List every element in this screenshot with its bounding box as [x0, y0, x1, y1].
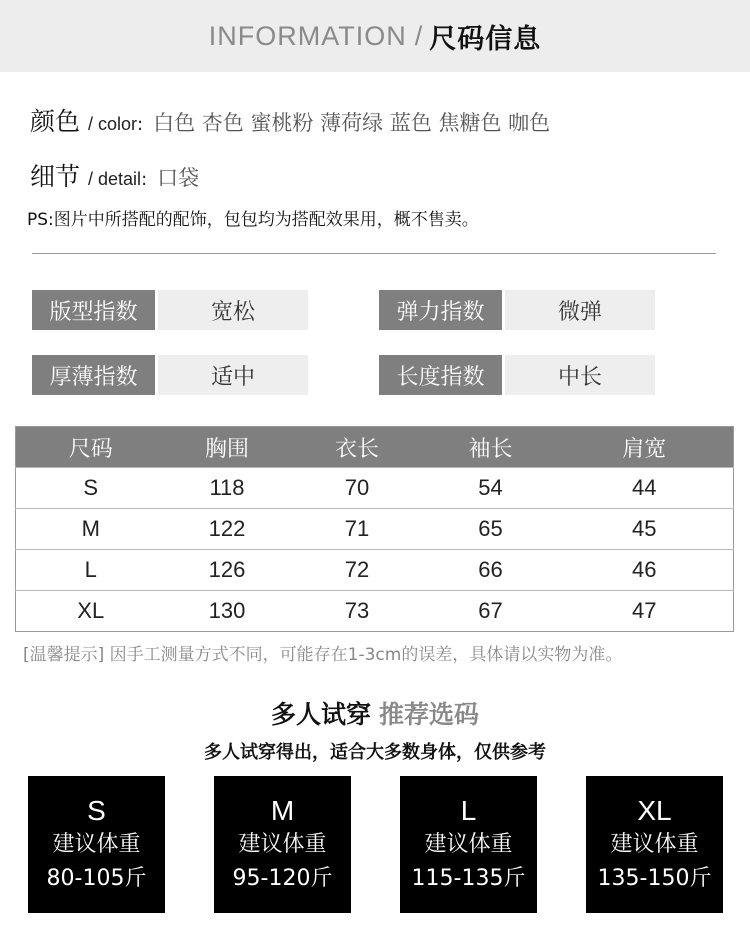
card-weight-range: 135-150斤: [597, 865, 712, 891]
color-info: [30, 102, 550, 138]
cell-shoulder: 45: [556, 509, 734, 550]
card-size: S: [87, 794, 106, 826]
color-key: 颜色: [30, 107, 81, 136]
detail-values: 口袋: [157, 166, 200, 190]
header-band: [0, 0, 750, 72]
table-row: [16, 509, 734, 550]
cell-size: L: [16, 550, 166, 591]
try-on-title: [0, 695, 750, 731]
cell-size: S: [16, 468, 166, 509]
size-table: [15, 426, 734, 632]
detail-key-en: / detail: [88, 169, 142, 189]
cell-size: XL: [16, 591, 166, 632]
cell-shoulder: 44: [556, 468, 734, 509]
stretch-index-value: 微弹: [505, 290, 655, 330]
thickness-index-value: 适中: [158, 355, 308, 395]
header-sleeve: 袖长: [426, 427, 556, 468]
cell-shoulder: 46: [556, 550, 734, 591]
thickness-index-label: 厚薄指数: [32, 355, 155, 395]
cell-chest: 126: [166, 550, 289, 591]
cell-chest: 118: [166, 468, 289, 509]
try-on-description: 多人试穿得出，适合大多数身体，仅供参考: [204, 742, 546, 763]
header-shoulder: 肩宽: [556, 427, 734, 468]
color-key-en: / color: [88, 114, 138, 134]
table-row: [16, 591, 734, 632]
stretch-index-label: 弹力指数: [379, 290, 502, 330]
length-index-label: 长度指数: [379, 355, 502, 395]
cell-chest: 122: [166, 509, 289, 550]
card-weight-range: 115-135斤: [411, 865, 526, 891]
card-weight-range: 95-120斤: [232, 865, 333, 891]
header-title-cn: 尺码信息: [429, 23, 542, 55]
table-row: [16, 468, 734, 509]
cell-shoulder: 47: [556, 591, 734, 632]
card-size: L: [460, 794, 477, 826]
fit-index-value: 宽松: [158, 290, 308, 330]
size-card-l: [400, 776, 537, 913]
detail-info: [30, 157, 199, 193]
header-separator: /: [414, 20, 424, 51]
detail-key: 细节: [30, 162, 81, 191]
size-table-header: [16, 427, 734, 468]
header-size: 尺码: [16, 427, 166, 468]
card-label: 建议体重: [610, 831, 699, 857]
header-chest: 胸围: [166, 427, 289, 468]
size-card-s: [28, 776, 165, 913]
color-values: 白色 杏色 蜜桃粉 薄荷绿 蓝色 焦糖色 咖色: [153, 111, 551, 135]
card-label: 建议体重: [52, 831, 141, 857]
cell-length: 72: [289, 550, 426, 591]
card-label: 建议体重: [424, 831, 513, 857]
color-colon: :: [137, 114, 144, 135]
cell-sleeve: 54: [426, 468, 556, 509]
try-on-title-sub: 推荐选码: [379, 700, 480, 729]
divider: [32, 253, 716, 254]
cell-size: M: [16, 509, 166, 550]
card-size: M: [270, 794, 295, 826]
cell-length: 71: [289, 509, 426, 550]
cell-chest: 130: [166, 591, 289, 632]
card-weight-range: 80-105斤: [46, 865, 147, 891]
cell-sleeve: 65: [426, 509, 556, 550]
size-card-xl: [586, 776, 723, 913]
try-on-title-main: 多人试穿: [270, 700, 371, 729]
card-size: XL: [637, 794, 672, 826]
fit-index-label: 版型指数: [32, 290, 155, 330]
measurement-tip: [温馨提示] 因手工测量方式不同，可能存在1-3cm的误差，具体请以实物为准。: [23, 645, 623, 665]
table-row: [16, 550, 734, 591]
cell-sleeve: 67: [426, 591, 556, 632]
card-label: 建议体重: [238, 831, 327, 857]
header-title-en: INFORMATION: [208, 20, 407, 51]
detail-colon: :: [141, 169, 148, 190]
ps-note: PS:图片中所搭配的配饰，包包均为搭配效果用，概不售卖。: [27, 210, 479, 230]
size-card-m: [214, 776, 351, 913]
cell-length: 73: [289, 591, 426, 632]
length-index-value: 中长: [505, 355, 655, 395]
header-length: 衣长: [289, 427, 426, 468]
cell-length: 70: [289, 468, 426, 509]
cell-sleeve: 66: [426, 550, 556, 591]
